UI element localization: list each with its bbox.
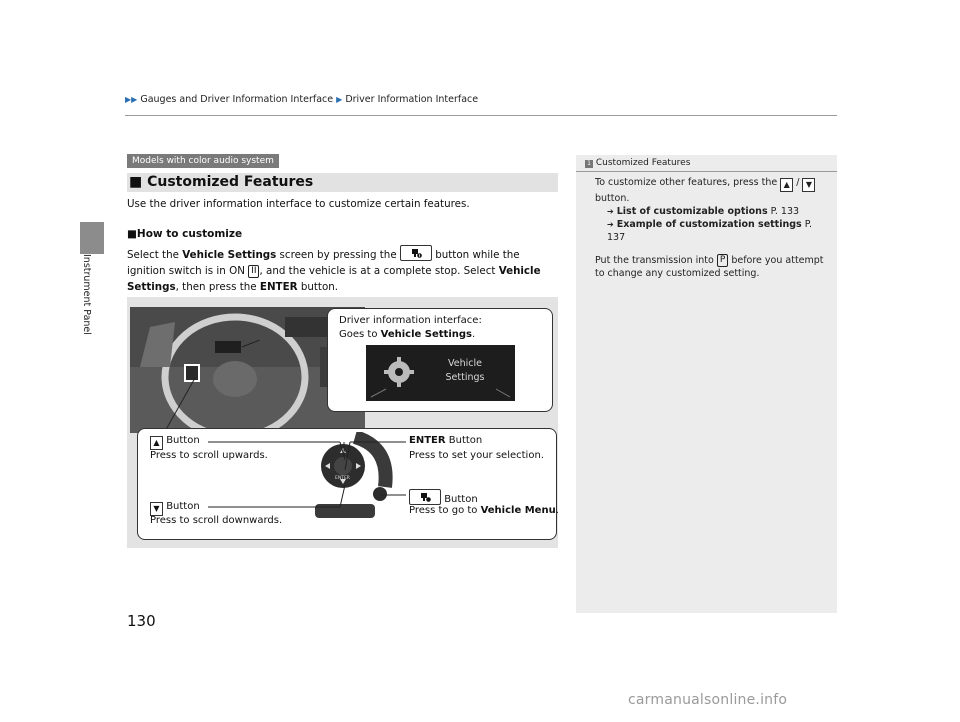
enter-button-label-text: Button: [445, 435, 483, 446]
header-divider: [125, 115, 837, 116]
sidebar-paragraph-2: [595, 254, 830, 280]
callout-dii-line2: [339, 328, 475, 342]
screen-label: [430, 357, 500, 385]
intro-text: Use the driver information interface to customize certain features.: [127, 198, 470, 210]
up-button-label-text: Button: [166, 435, 200, 446]
para-text: button while the ignition switch is in ON: [127, 249, 520, 277]
sidebar-ref-2-page: P. 137: [607, 219, 812, 243]
reference-arrow-icon: ➔: [607, 207, 614, 216]
para-bold: Vehicle Settings: [127, 265, 541, 293]
callout-dii-line1: Driver information interface:: [339, 315, 482, 326]
how-to-paragraph: [127, 245, 559, 295]
breadcrumb-part-2[interactable]: Driver Information Interface: [345, 94, 479, 105]
sidebar-text: /: [793, 177, 803, 188]
sidebar-text: Put the transmission into: [595, 255, 717, 266]
watermark: carmanualsonline.info: [628, 692, 788, 708]
callout-bold: Vehicle Menu: [480, 505, 556, 516]
info-button-icon: [400, 245, 432, 261]
ignition-key-ii: II: [248, 265, 259, 278]
note-marker-icon: 1: [585, 160, 593, 168]
breadcrumb-part-1[interactable]: Gauges and Driver Information Interface: [140, 94, 334, 105]
chapter-tab-label: Instrument Panel: [81, 254, 92, 335]
up-triangle-icon: ▲: [150, 436, 163, 450]
callout-text: .: [555, 505, 559, 516]
enter-button-desc: Press to set your selection.: [409, 450, 544, 461]
sidebar-ref-1[interactable]: [595, 205, 830, 218]
section-square-icon: ■: [129, 174, 143, 190]
sidebar-ref-1-page: P. 133: [767, 206, 800, 217]
down-triangle-icon: ▼: [150, 502, 163, 516]
sidebar-text: To customize other features, press the: [595, 177, 781, 188]
sidebar-text: before you attempt to change any customized setting.: [595, 255, 824, 279]
sidebar-text: button.: [595, 193, 630, 204]
reference-arrow-icon: ➔: [607, 220, 614, 229]
sidebar-title: [585, 158, 690, 168]
transmission-key-p: P: [717, 254, 728, 267]
sidebar-body: [595, 176, 830, 280]
up-triangle-icon: ▲: [780, 178, 793, 192]
para-text: , and the vehicle is at a complete stop. Select: [259, 265, 499, 277]
model-tag: Models with color audio system: [127, 154, 279, 168]
para-text: , then press the: [175, 281, 260, 293]
breadcrumb-arrow-icon: ▶▶: [125, 95, 138, 104]
callout-text: Goes to: [339, 329, 381, 340]
dial-enter-label: ENTER: [335, 476, 350, 481]
sidebar-ref-2[interactable]: [595, 218, 830, 244]
page-number: 130: [127, 612, 156, 630]
para-text: Select the: [127, 249, 183, 261]
callout-text: .: [471, 329, 476, 340]
para-text: button.: [297, 281, 339, 293]
sidebar-title-text: Customized Features: [595, 158, 691, 168]
breadcrumb-arrow-icon: ▶: [336, 95, 343, 104]
callout-leader-lines: [140, 430, 440, 530]
para-bold: ENTER: [259, 281, 298, 293]
callout-bold: Vehicle Settings: [380, 329, 472, 340]
chapter-tab-marker: [80, 222, 104, 254]
section-title: [129, 174, 313, 190]
screen-label-line2: Settings: [445, 372, 485, 383]
para-text: screen by pressing the: [276, 249, 400, 261]
screen-label-line1: Vehicle: [448, 358, 482, 369]
down-button-desc: Press to scroll downwards.: [150, 515, 283, 526]
down-triangle-icon: ▼: [802, 178, 815, 192]
how-to-heading-text: How to customize: [136, 228, 243, 240]
section-title-text: Customized Features: [147, 174, 314, 190]
sidebar-paragraph-1: [595, 176, 830, 205]
sidebar-ref-1-title: List of customizable options: [616, 206, 768, 217]
callout-text: Press to go to: [409, 505, 481, 516]
subheading-square-icon: ■: [127, 228, 137, 240]
para-bold: Vehicle Settings: [182, 249, 277, 261]
info-button-label-text: Button: [444, 494, 478, 505]
down-button-label-text: Button: [166, 501, 200, 512]
breadcrumb: [125, 94, 478, 105]
sidebar-divider: [576, 171, 837, 172]
enter-button-bold: ENTER: [409, 435, 446, 446]
how-to-heading: [127, 228, 242, 240]
up-button-desc: Press to scroll upwards.: [150, 450, 268, 461]
sidebar-ref-2-title: Example of customization settings: [616, 219, 802, 230]
